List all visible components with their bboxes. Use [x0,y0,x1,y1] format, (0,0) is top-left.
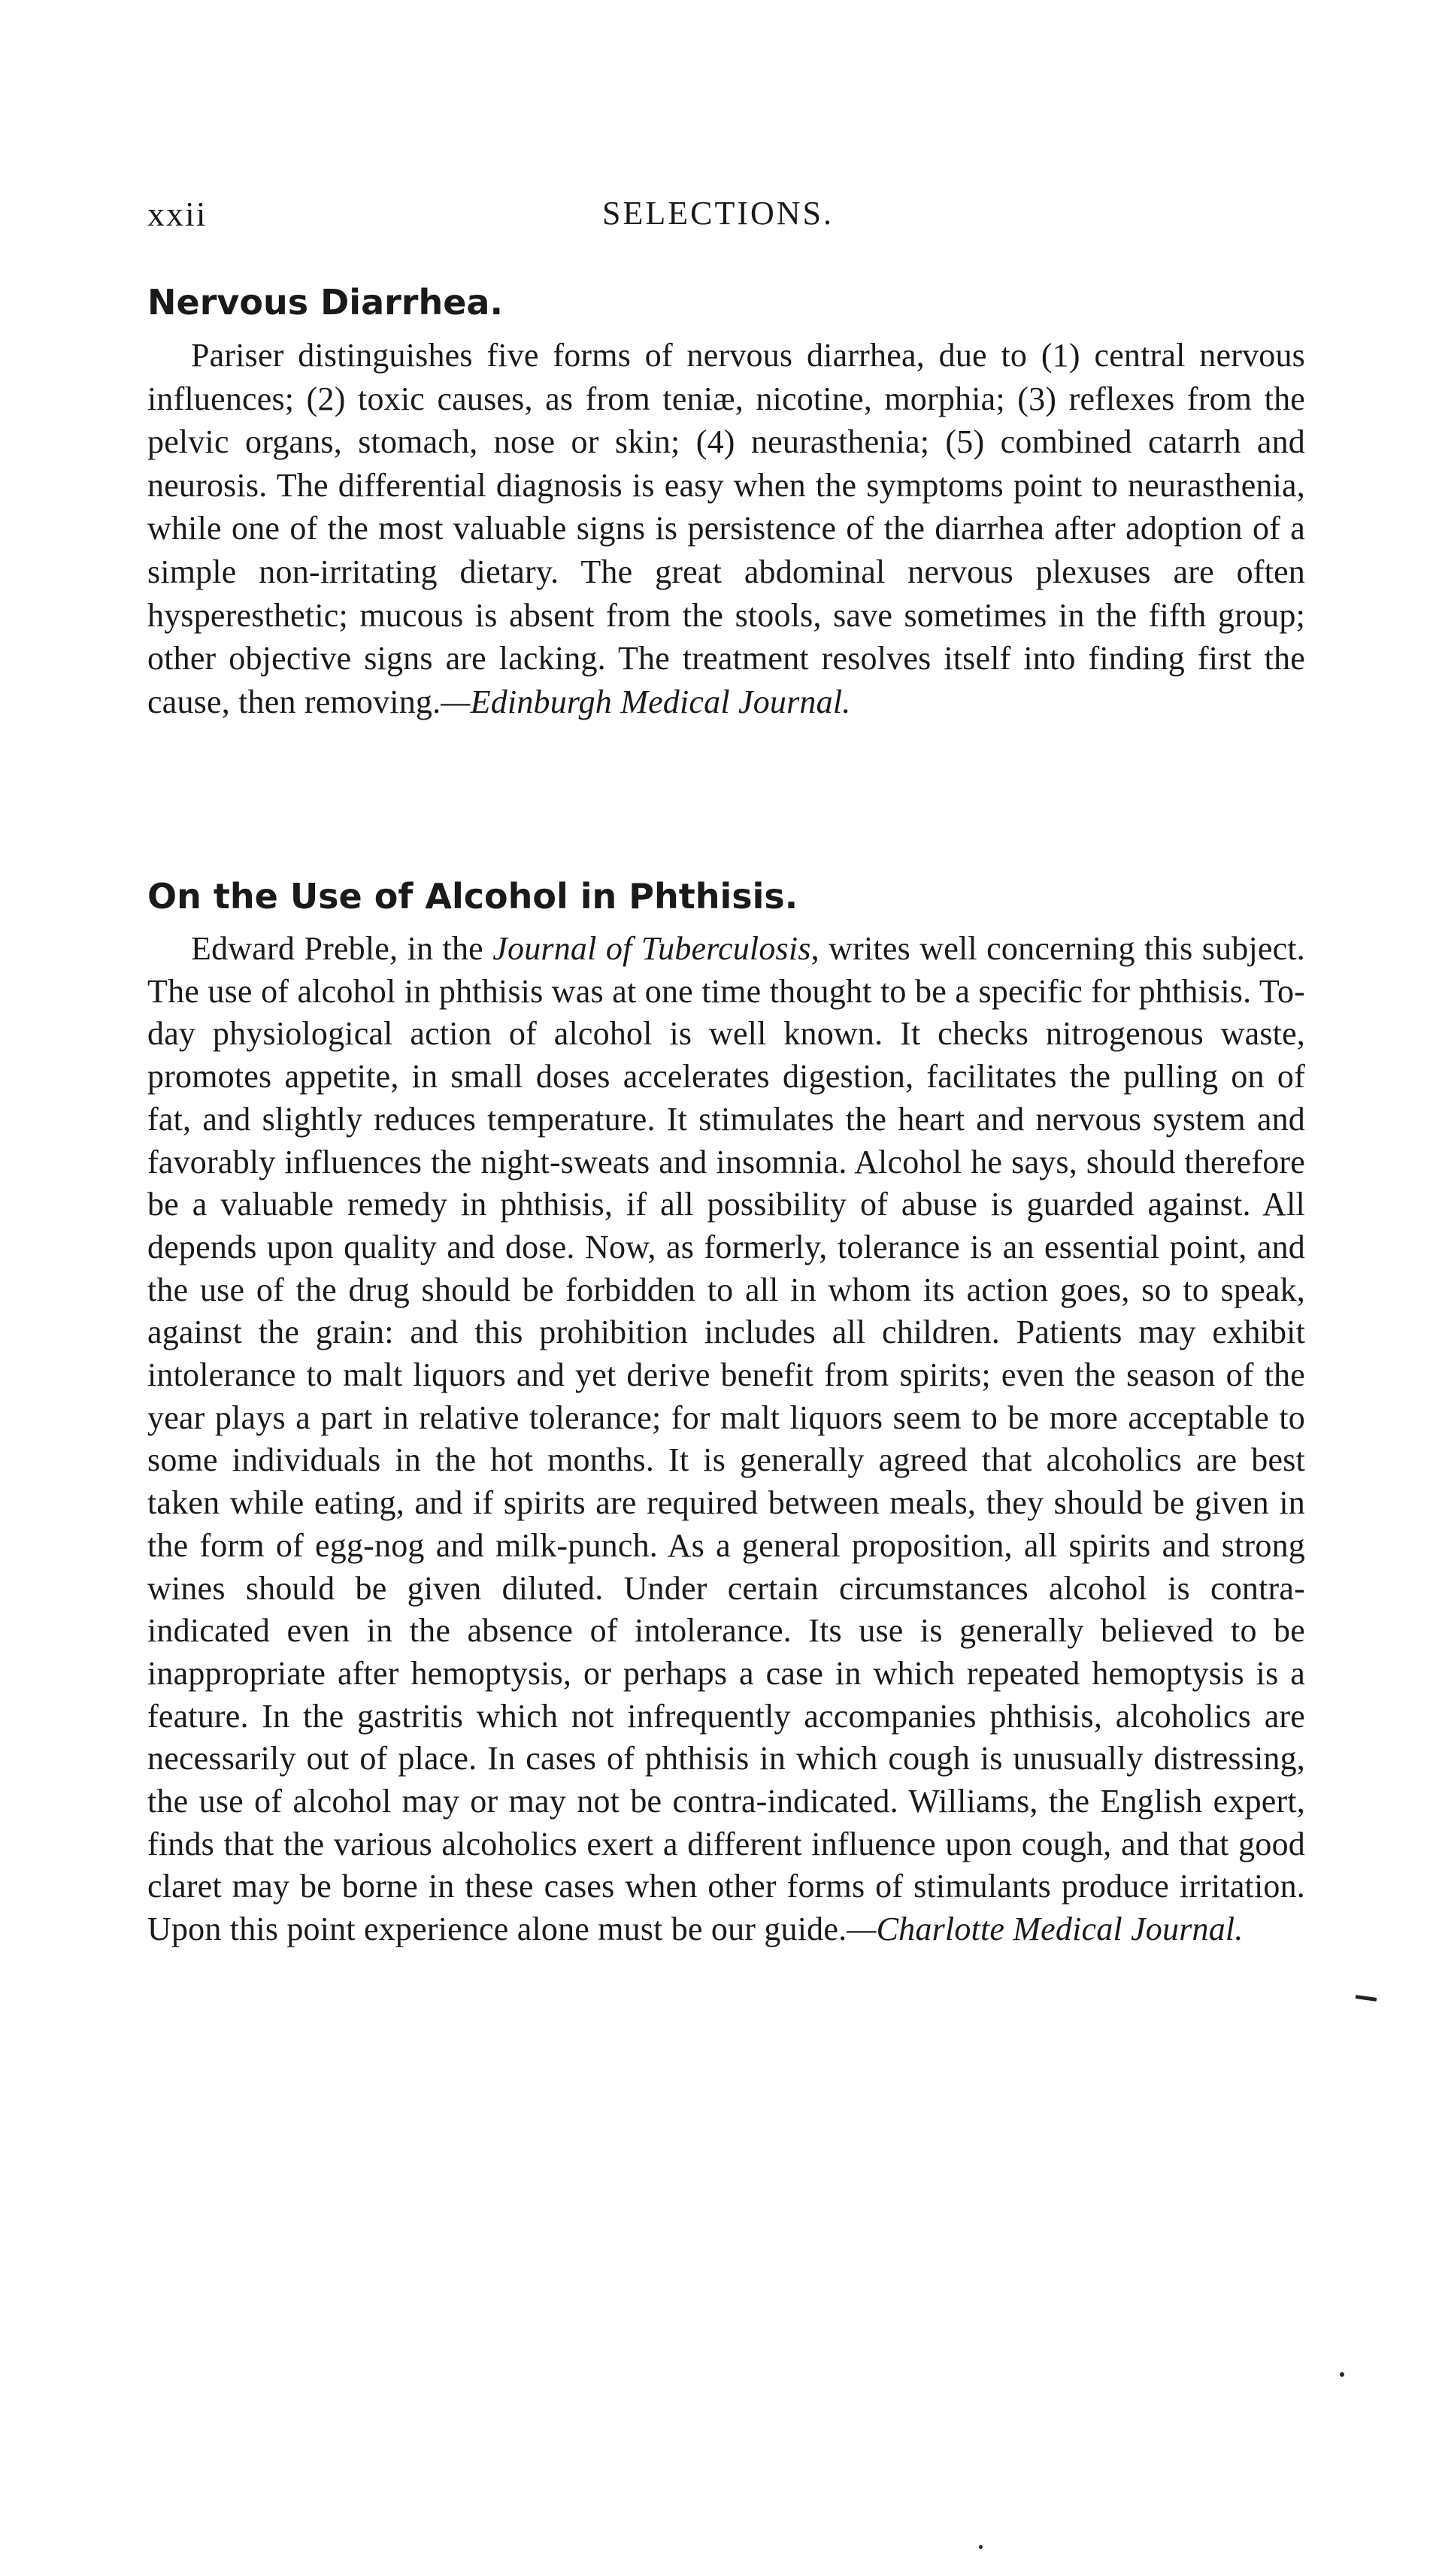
page-header [147,194,1305,239]
article-alcohol-phthisis [147,872,1305,1951]
article-nervous-diarrhea [147,278,1305,723]
running-head: SELECTIONS. [602,195,834,232]
article-source: —Charlotte Medical Journal. [847,1911,1244,1948]
journal-title: Journal of Tuberculosis [492,930,811,967]
article-heading: Nervous Diarrhea. [147,282,503,323]
margin-mark [1356,1995,1377,2002]
article-body-text: Edward Preble, in the [191,930,493,967]
article-body-text: Pariser distinguishes five forms of nervous diarrhea, due to (1) central nervous influences; (2) toxic causes, as from teniæ, nicotine, morphia; (3) reflexes from the pelvic organs, stomach, nose or skin; (4) neurasthenia; (5) combined catarrh and neurosis. The differential diagnosis is easy when the symptoms point to neurasthenia, while one of the most valuable signs is persistence of the diarrhea after adoption of a simple non-irritating dietary. The great abdominal nervous plexuses are often hysperesthetic; mucous is absent from the stools, save sometimes in the fifth group; other objective signs are lacking. The treatment resolves itself into finding first the cause, then removing. [147,337,1305,720]
article-body-text: , writes well concerning this subject. The use of alcohol in phthisis was at one time thought to be a specific for phthisis. To-day physiological action of alcohol is well known. It checks nitrogenous waste, promotes appetite, in small doses accelerates digestion, facilitates the pulling on of fat, and slightly reduces temperature. It stimulates the heart and nervous system and favorably influences the night-sweats and insomnia. Alcohol he says, should therefore be a valuable remedy in phthisis, if all possibility of abuse is guarded against. All depends upon quality and dose. Now, as formerly, tolerance is an essential point, and the use of the drug should be forbidden to all in whom its action goes, so to speak, against the grain: and this prohibition includes all children. Patients may exhibit intolerance to malt liquors and yet derive benefit from spirits; even the season of the year plays a part in relative tolerance; for malt liquors seem to be more acceptable to some individuals in the hot months. It is generally agreed that alcoholics are best taken while eating, and if spirits are required between meals, they should be given in the form of egg-nog and milk-punch. As a general proposition, all spirits and strong wines should be given diluted. Under certain circumstances alcohol is contra-indicated even in the absence of intolerance. Its use is generally believed to be inappropriate after hemoptysis, or perhaps a case in which repeated hemoptysis is a feature. In the gastritis which not infrequently accompanies phthisis, alcoholics are necessarily out of place. In cases of phthisis in which cough is unusually distressing, the use of alcohol may or may not be contra-indicated. Williams, the English expert, finds that the various alcoholics exert a different influence upon cough, and that good claret may be borne in these cases when other forms of stimulants produce irritation. Upon this point experience alone must be our guide. [147,930,1305,1948]
article-source: —Edinburgh Medical Journal. [441,683,851,720]
ink-speck [979,2545,983,2549]
article-body [147,334,1305,723]
page-number: xxii [147,195,208,233]
article-body [147,928,1305,1951]
ink-speck [1340,2372,1344,2377]
article-heading: On the Use of Alcohol in Phthisis. [147,876,798,917]
